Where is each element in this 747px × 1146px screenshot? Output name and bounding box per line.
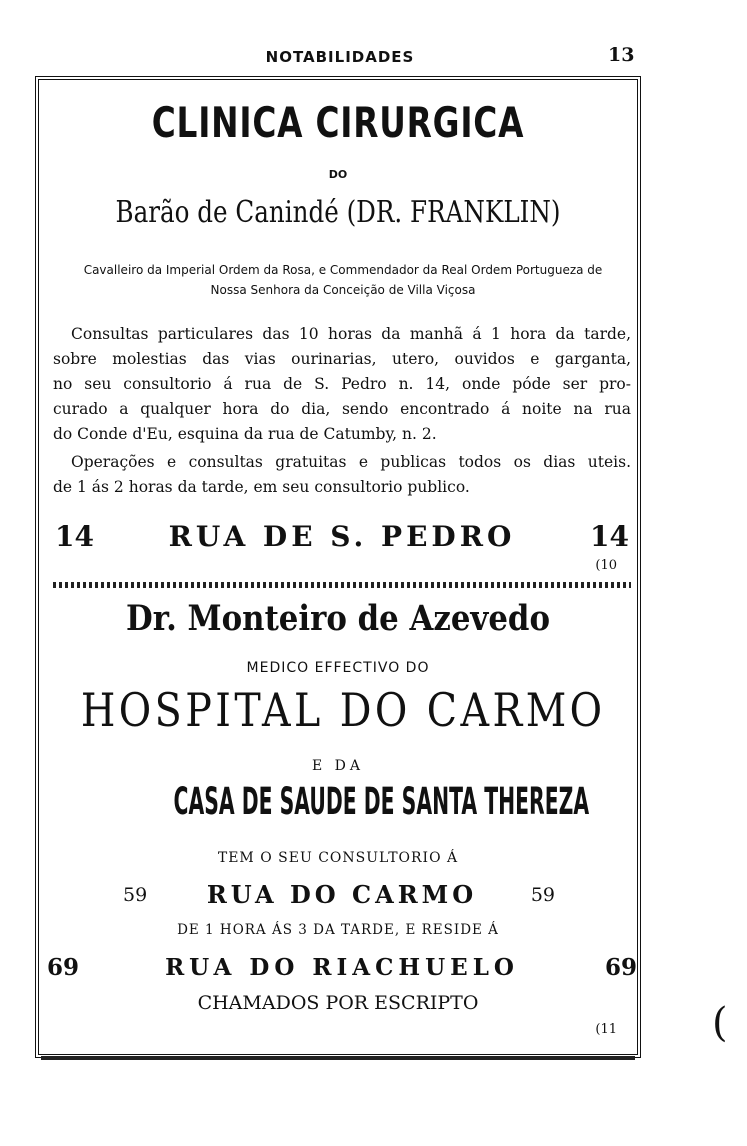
address-rua-do-riachuelo (47, 952, 637, 988)
address-rua-do-carmo (99, 880, 585, 914)
page-number: 13 (608, 44, 635, 66)
hours-line: DE 1 HORA ÁS 3 DA TARDE, E RESIDE Á (177, 922, 499, 938)
street-number-left: 59 (123, 884, 148, 906)
honors-line-2: Nossa Senhora da Conceição de Villa Viçosa (210, 283, 476, 297)
street-name: RUA DO CARMO (206, 880, 478, 909)
calls-line: CHAMADOS POR ESCRIPTO (197, 992, 479, 1014)
page-header-title: NOTABILIDADES (265, 48, 415, 66)
ornamental-divider (53, 582, 631, 588)
consultation-paragraph (53, 322, 631, 447)
street-number-right: 14 (590, 520, 629, 553)
ad-reference-number: (11 (595, 1022, 617, 1037)
connector-do: DO (328, 168, 348, 181)
connector-e-da: E DA (311, 758, 364, 774)
street-number-right: 59 (530, 884, 555, 906)
paragraph-line: sobre molestias das vias ourinarias, utero, ouvidos e garganta, (53, 350, 631, 368)
doctor-name-franklin: Barão de Canindé (DR. FRANKLIN) (115, 195, 561, 230)
hospital-name: HOSPITAL DO CARMO (80, 683, 606, 737)
ad-reference-number: (10 (595, 558, 617, 573)
street-name: RUA DE S. PEDRO (168, 520, 516, 553)
street-name: RUA DO RIACHUELO (165, 954, 519, 981)
page-edge-mark: ( (712, 1000, 728, 1046)
paragraph-line: no seu consultorio á rua de S. Pedro n. 14, onde póde ser pro- (53, 375, 631, 393)
street-number-left: 69 (47, 954, 80, 981)
honors-subtitle (53, 260, 633, 300)
doctor-name-monteiro: Dr. Monteiro de Azevedo (125, 598, 551, 639)
consultorio-line: TEM O SEU CONSULTORIO Á (217, 850, 459, 866)
honors-line-1: Cavalleiro da Imperial Ordem da Rosa, e Commendador da Real Ordem Portugueza de (83, 263, 603, 277)
clinic-title: CLINICA CIRURGICA (151, 98, 525, 147)
role-line: MEDICO EFFECTIVO DO (246, 660, 430, 676)
paragraph-line: do Conde d'Eu, esquina da rua de Catumby, n. 2. (53, 425, 437, 443)
street-number-right: 69 (604, 954, 637, 981)
paragraph-line: curado a qualquer hora do dia, sendo encontrado á noite na rua (53, 400, 631, 418)
paragraph-line: de 1 ás 2 horas da tarde, em seu consultorio publico. (53, 478, 470, 496)
address-sao-pedro (53, 520, 631, 560)
operations-paragraph (53, 450, 631, 500)
paragraph-line: Consultas particulares das 10 horas da manhã á 1 hora da tarde, (71, 325, 631, 343)
paragraph-line: Operações e consultas gratuitas e publicas todos os dias uteis. (71, 453, 631, 471)
advertisement-frame (35, 76, 641, 1058)
casa-de-saude-name: CASA DE SAUDE DE SANTA THEREZA (173, 780, 590, 823)
street-number-left: 14 (55, 520, 94, 553)
